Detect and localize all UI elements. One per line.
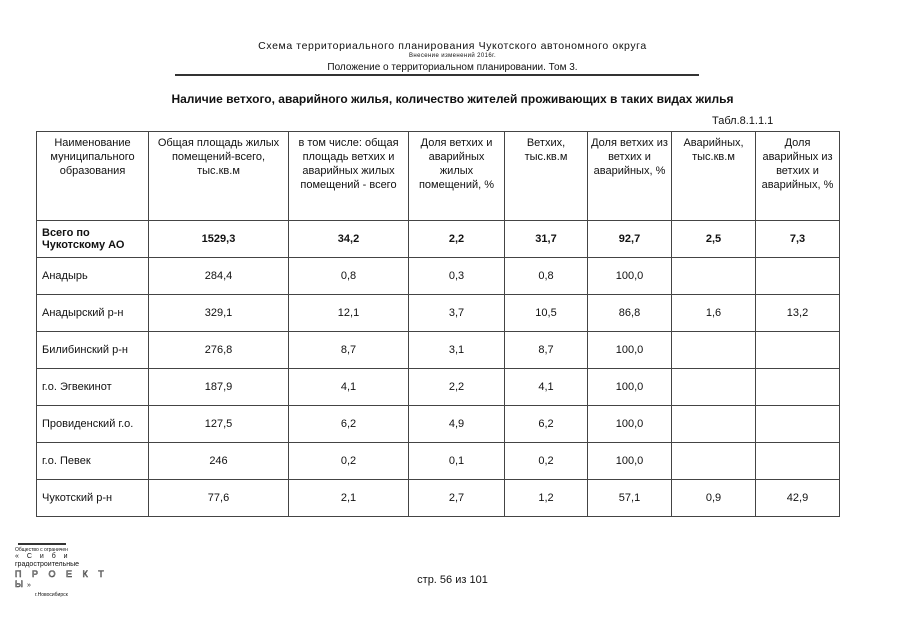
table-cell: 276,8 (149, 332, 289, 369)
table-cell (672, 406, 756, 443)
table-row (37, 443, 840, 480)
table-cell: 1,6 (672, 295, 756, 332)
logo-line: г.Новосибирск (35, 592, 68, 598)
table-cell: 7,3 (756, 221, 840, 258)
table-cell (756, 332, 840, 369)
table-cell: 92,7 (588, 221, 672, 258)
col-header: Ветхих, тыс.кв.м (505, 132, 588, 221)
document-revision-note: Внесение изменений 2016г. (408, 53, 497, 59)
logo-line: « С и б и (15, 553, 71, 560)
table-cell: 100,0 (588, 406, 672, 443)
table-cell: 77,6 (149, 480, 289, 517)
table-row (37, 406, 840, 443)
table-cell (756, 369, 840, 406)
col-header: Аварийных, тыс.кв.м (672, 132, 756, 221)
page-number: стр. 56 из 101 (417, 574, 488, 586)
table-cell: 57,1 (588, 480, 672, 517)
table-cell: 0,3 (409, 258, 505, 295)
table-cell: г.о. Эгвекинот (37, 369, 149, 406)
col-header: Доля аварийных из ветхих и аварийных, % (756, 132, 840, 221)
table-cell: 4,1 (289, 369, 409, 406)
table-total-row (37, 221, 840, 258)
housing-table (36, 131, 840, 517)
header-divider (175, 74, 699, 76)
table-cell: 13,2 (756, 295, 840, 332)
table-cell: 31,7 (505, 221, 588, 258)
table-cell: 10,5 (505, 295, 588, 332)
table-row (37, 369, 840, 406)
table-cell (672, 332, 756, 369)
col-header: в том числе: общая площадь ветхих и аварийных жилых помещений - всего (289, 132, 409, 221)
logo-line: » (26, 582, 31, 589)
table-cell: 6,2 (505, 406, 588, 443)
table-cell: 0,8 (505, 258, 588, 295)
table-cell: 2,7 (409, 480, 505, 517)
table-cell (672, 443, 756, 480)
company-logo (15, 543, 125, 599)
table-cell: 3,1 (409, 332, 505, 369)
table-cell: 0,1 (409, 443, 505, 480)
table-row (37, 295, 840, 332)
table-title: Наличие ветхого, аварийного жилья, количество жителей проживающих в таких видах жилья (171, 92, 734, 106)
table-cell: 42,9 (756, 480, 840, 517)
table-cell: 2,1 (289, 480, 409, 517)
table-cell: 8,7 (289, 332, 409, 369)
table-cell: 246 (149, 443, 289, 480)
col-header: Доля ветхих из ветхих и аварийных, % (588, 132, 672, 221)
table-cell: 1529,3 (149, 221, 289, 258)
table-cell: 2,5 (672, 221, 756, 258)
table-cell: 0,2 (505, 443, 588, 480)
document-volume-title: Положение о территориальном планировании. Том 3. (327, 62, 578, 73)
table-cell (756, 406, 840, 443)
table-cell: 34,2 (289, 221, 409, 258)
table-cell: г.о. Певек (37, 443, 149, 480)
table-cell: 127,5 (149, 406, 289, 443)
table-row (37, 480, 840, 517)
table-number: Табл.8.1.1.1 (712, 115, 774, 127)
col-header: Доля ветхих и аварийных жилых помещений, % (409, 132, 505, 221)
table-cell: Провиденский г.о. (37, 406, 149, 443)
document-series-title: Схема территориального планирования Чукотского автономного округа (258, 40, 647, 52)
table-cell: 86,8 (588, 295, 672, 332)
table-cell: Билибинский р-н (37, 332, 149, 369)
table-cell: 1,2 (505, 480, 588, 517)
table-row (37, 258, 840, 295)
table-cell: 8,7 (505, 332, 588, 369)
table-cell: 100,0 (588, 258, 672, 295)
table-cell: 4,9 (409, 406, 505, 443)
table-cell: 3,7 (409, 295, 505, 332)
table-cell: 100,0 (588, 369, 672, 406)
table-cell: 12,1 (289, 295, 409, 332)
logo-line: градостроительные (15, 561, 80, 568)
table-cell: Анадырский р-н (37, 295, 149, 332)
table-cell: 187,9 (149, 369, 289, 406)
table-row (37, 332, 840, 369)
table-cell (672, 258, 756, 295)
table-cell: 4,1 (505, 369, 588, 406)
table-cell: 100,0 (588, 443, 672, 480)
table-cell: 329,1 (149, 295, 289, 332)
table-cell: 284,4 (149, 258, 289, 295)
table-cell (756, 443, 840, 480)
table-cell: 0,2 (289, 443, 409, 480)
table-cell: Анадырь (37, 258, 149, 295)
table-cell: 2,2 (409, 221, 505, 258)
table-cell (756, 258, 840, 295)
table-cell: 2,2 (409, 369, 505, 406)
table-cell: 0,9 (672, 480, 756, 517)
logo-line: П Р О Е К Т Ы (15, 569, 108, 589)
table-cell: 0,8 (289, 258, 409, 295)
logo-bar (18, 543, 66, 545)
table-header-row (37, 132, 840, 221)
table-cell: Всего по Чукотскому АО (37, 221, 149, 258)
table-cell (672, 369, 756, 406)
table-cell: Чукотский р-н (37, 480, 149, 517)
table-cell: 100,0 (588, 332, 672, 369)
col-header: Общая площадь жилых помещений-всего, тыс.кв.м (149, 132, 289, 221)
logo-line: Общество с ограничен (15, 547, 68, 553)
table-cell: 6,2 (289, 406, 409, 443)
col-header: Наименование муниципального образования (37, 132, 149, 221)
